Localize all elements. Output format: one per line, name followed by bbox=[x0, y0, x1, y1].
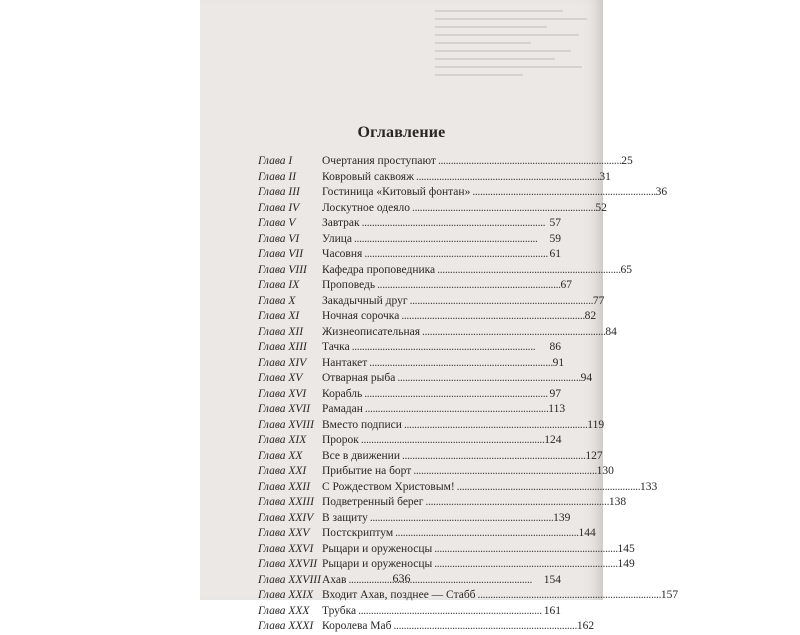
chapter-label: Глава VII bbox=[258, 248, 304, 260]
toc-entry bbox=[258, 604, 561, 620]
chapter-title: В защиту bbox=[322, 511, 368, 524]
dot-leader bbox=[402, 449, 584, 465]
chapter-title: Завтрак bbox=[322, 217, 360, 229]
chapter-page-number: 130 bbox=[596, 465, 614, 477]
dot-leader bbox=[377, 278, 559, 294]
chapter-title: Прибытие на борт bbox=[322, 465, 412, 477]
chapter-page-number: 25 bbox=[621, 155, 633, 167]
dot-leader bbox=[397, 371, 579, 387]
dot-leader bbox=[365, 402, 547, 418]
chapter-page-number: 113 bbox=[548, 403, 566, 415]
chapter-title: Входит Ахав, позднее — Стабб bbox=[322, 589, 476, 601]
chapter-label: Глава IX bbox=[258, 279, 300, 291]
chapter-page-number: 52 bbox=[595, 201, 607, 214]
toc-entry bbox=[258, 418, 605, 434]
toc-entry bbox=[258, 480, 658, 496]
dot-leader bbox=[361, 433, 543, 449]
chapter-title: Ночная сорочка bbox=[322, 310, 400, 322]
chapter-title: Жизнеописательная bbox=[322, 325, 421, 338]
show-through-text bbox=[435, 4, 595, 114]
dot-leader bbox=[393, 619, 575, 635]
book-page bbox=[200, 0, 679, 632]
dot-leader bbox=[364, 247, 548, 263]
chapter-title: Часовня bbox=[322, 248, 363, 260]
chapter-page-number: 36 bbox=[655, 186, 668, 198]
chapter-page-number: 84 bbox=[605, 325, 617, 338]
dot-leader bbox=[472, 185, 654, 201]
chapter-page-number: 124 bbox=[544, 434, 562, 446]
chapter-label: Глава XXIII bbox=[258, 496, 314, 508]
chapter-label: Глава XXII bbox=[258, 480, 311, 493]
chapter-title: Королева Маб bbox=[322, 620, 392, 632]
toc-entry bbox=[258, 495, 627, 511]
table-of-contents bbox=[258, 154, 679, 635]
chapter-page-number: 94 bbox=[580, 372, 593, 384]
chapter-label: Глава X bbox=[258, 294, 296, 307]
chapter-title: Нантакет bbox=[322, 356, 368, 369]
toc-entry bbox=[258, 247, 561, 263]
chapter-label: Глава XII bbox=[258, 325, 304, 338]
toc-entry bbox=[258, 154, 633, 170]
chapter-page-number: 162 bbox=[576, 620, 595, 632]
chapter-label: Глава XIX bbox=[258, 434, 307, 446]
chapter-title: Очертания проступают bbox=[322, 155, 436, 167]
toc-entry bbox=[258, 511, 571, 527]
toc-entry bbox=[258, 263, 632, 279]
toc-entry bbox=[258, 464, 614, 480]
chapter-label: Глава II bbox=[258, 170, 297, 183]
chapter-title: Пророк bbox=[322, 434, 359, 446]
chapter-page-number: 149 bbox=[617, 558, 635, 570]
dot-leader bbox=[354, 232, 549, 248]
dot-leader bbox=[437, 263, 619, 279]
chapter-label: Глава VI bbox=[258, 232, 300, 245]
toc-entry bbox=[258, 294, 605, 310]
dot-leader bbox=[352, 340, 549, 356]
dot-leader bbox=[395, 526, 577, 542]
chapter-label: Глава XVII bbox=[258, 403, 311, 415]
chapter-label: Глава XXXI bbox=[258, 620, 314, 632]
chapter-page-number: 86 bbox=[549, 341, 561, 353]
chapter-label: Глава XXI bbox=[258, 465, 307, 477]
toc-entry bbox=[258, 309, 597, 325]
toc-entry bbox=[258, 402, 566, 418]
dot-leader bbox=[362, 216, 549, 232]
dot-leader bbox=[434, 542, 616, 558]
chapter-label: Глава XXIX bbox=[258, 589, 314, 601]
chapter-page-number: 133 bbox=[640, 480, 658, 493]
chapter-page-number: 145 bbox=[617, 542, 635, 555]
chapter-title: Все в движении bbox=[322, 449, 400, 462]
page-number: 636 bbox=[392, 571, 411, 585]
chapter-title: Постскриптум bbox=[322, 527, 394, 539]
chapter-label: Глава XXV bbox=[258, 527, 310, 539]
dot-leader bbox=[426, 495, 608, 511]
chapter-label: Глава XV bbox=[258, 372, 303, 384]
chapter-title: Отварная рыба bbox=[322, 372, 396, 384]
toc-entry bbox=[258, 387, 561, 403]
toc-entry bbox=[258, 232, 561, 248]
chapter-label: Глава XXVI bbox=[258, 542, 314, 555]
chapter-page-number: 65 bbox=[620, 263, 632, 276]
chapter-page-number: 161 bbox=[543, 604, 561, 617]
chapter-title: Гостиница «Китовый фонтан» bbox=[322, 186, 471, 198]
chapter-page-number: 82 bbox=[584, 310, 597, 322]
chapter-label: Глава XVI bbox=[258, 387, 307, 400]
chapter-title: Кафедра проповедника bbox=[322, 263, 436, 276]
dot-leader bbox=[416, 170, 598, 186]
dot-leader bbox=[370, 511, 552, 527]
chapter-label: Глава XIII bbox=[258, 341, 307, 353]
dot-leader bbox=[358, 604, 543, 620]
dot-leader bbox=[401, 309, 583, 325]
chapter-page-number: 138 bbox=[608, 496, 627, 508]
chapter-label: Глава VIII bbox=[258, 263, 307, 276]
dot-leader bbox=[410, 294, 592, 310]
chapter-title: Ахав bbox=[322, 573, 347, 586]
toc-entry bbox=[258, 201, 607, 217]
chapter-page-number: 67 bbox=[560, 279, 572, 291]
chapter-label: Глава IV bbox=[258, 201, 300, 214]
chapter-page-number: 57 bbox=[549, 217, 561, 229]
chapter-title: Рыцари и оруженосцы bbox=[322, 558, 433, 570]
chapter-label: Глава XX bbox=[258, 449, 303, 462]
toc-entry bbox=[258, 449, 603, 465]
chapter-title: Ковровый саквояж bbox=[322, 170, 415, 183]
chapter-label: Глава XXIV bbox=[258, 511, 314, 524]
toc-entry bbox=[258, 542, 635, 558]
chapter-page-number: 144 bbox=[578, 527, 596, 539]
dot-leader bbox=[422, 325, 604, 341]
chapter-title: Рамадан bbox=[322, 403, 363, 415]
toc-entry bbox=[258, 185, 668, 201]
chapter-page-number: 127 bbox=[585, 449, 603, 462]
toc-entry bbox=[258, 278, 572, 294]
chapter-title: Вместо подписи bbox=[322, 418, 402, 431]
chapter-label: Глава I bbox=[258, 155, 293, 167]
dot-leader bbox=[412, 201, 594, 217]
chapter-label: Глава V bbox=[258, 217, 296, 229]
dot-leader bbox=[369, 356, 551, 372]
dot-leader bbox=[413, 464, 595, 480]
chapter-page-number: 97 bbox=[549, 387, 561, 400]
chapter-title: С Рождеством Христовым! bbox=[322, 480, 455, 493]
chapter-title: Рыцари и оруженосцы bbox=[322, 542, 433, 555]
dot-leader bbox=[478, 588, 660, 604]
toc-entry bbox=[258, 619, 595, 635]
chapter-page-number: 91 bbox=[552, 356, 565, 369]
toc-entry bbox=[258, 170, 611, 186]
toc-entry bbox=[258, 325, 617, 341]
chapter-label: Глава XI bbox=[258, 310, 300, 322]
toc-entry bbox=[258, 526, 596, 542]
chapter-label: Глава XXVIII bbox=[258, 573, 321, 586]
chapter-title: Проповедь bbox=[322, 279, 376, 291]
chapter-title: Корабль bbox=[322, 387, 363, 400]
chapter-page-number: 157 bbox=[660, 589, 679, 601]
chapter-label: Глава XIV bbox=[258, 356, 307, 369]
chapter-page-number: 154 bbox=[543, 573, 561, 586]
chapter-title: Лоскутное одеяло bbox=[322, 201, 411, 214]
chapter-label: Глава XXX bbox=[258, 604, 310, 617]
toc-entry bbox=[258, 433, 561, 449]
dot-leader bbox=[438, 154, 620, 170]
chapter-page-number: 139 bbox=[553, 511, 571, 524]
chapter-title: Трубка bbox=[322, 604, 357, 617]
chapter-title: Закадычный друг bbox=[322, 294, 408, 307]
chapter-title: Улица bbox=[322, 232, 352, 245]
chapter-label: Глава XVIII bbox=[258, 418, 314, 431]
toc-title: Оглавление bbox=[357, 124, 446, 141]
chapter-page-number: 31 bbox=[599, 170, 611, 183]
toc-entry bbox=[258, 216, 561, 232]
chapter-page-number: 61 bbox=[549, 248, 561, 260]
chapter-page-number: 77 bbox=[592, 294, 605, 307]
dot-leader bbox=[404, 418, 586, 434]
toc-entry bbox=[258, 356, 565, 372]
chapter-label: Глава III bbox=[258, 186, 300, 198]
toc-entry bbox=[258, 340, 561, 356]
chapter-page-number: 119 bbox=[587, 418, 605, 431]
chapter-page-number: 59 bbox=[549, 232, 561, 245]
dot-leader bbox=[457, 480, 639, 496]
chapter-title: Подветренный берег bbox=[322, 496, 424, 508]
toc-entry bbox=[258, 371, 593, 387]
toc-entry bbox=[258, 588, 679, 604]
chapter-title: Тачка bbox=[322, 341, 350, 353]
dot-leader bbox=[364, 387, 548, 403]
chapter-label: Глава XXVII bbox=[258, 558, 318, 570]
